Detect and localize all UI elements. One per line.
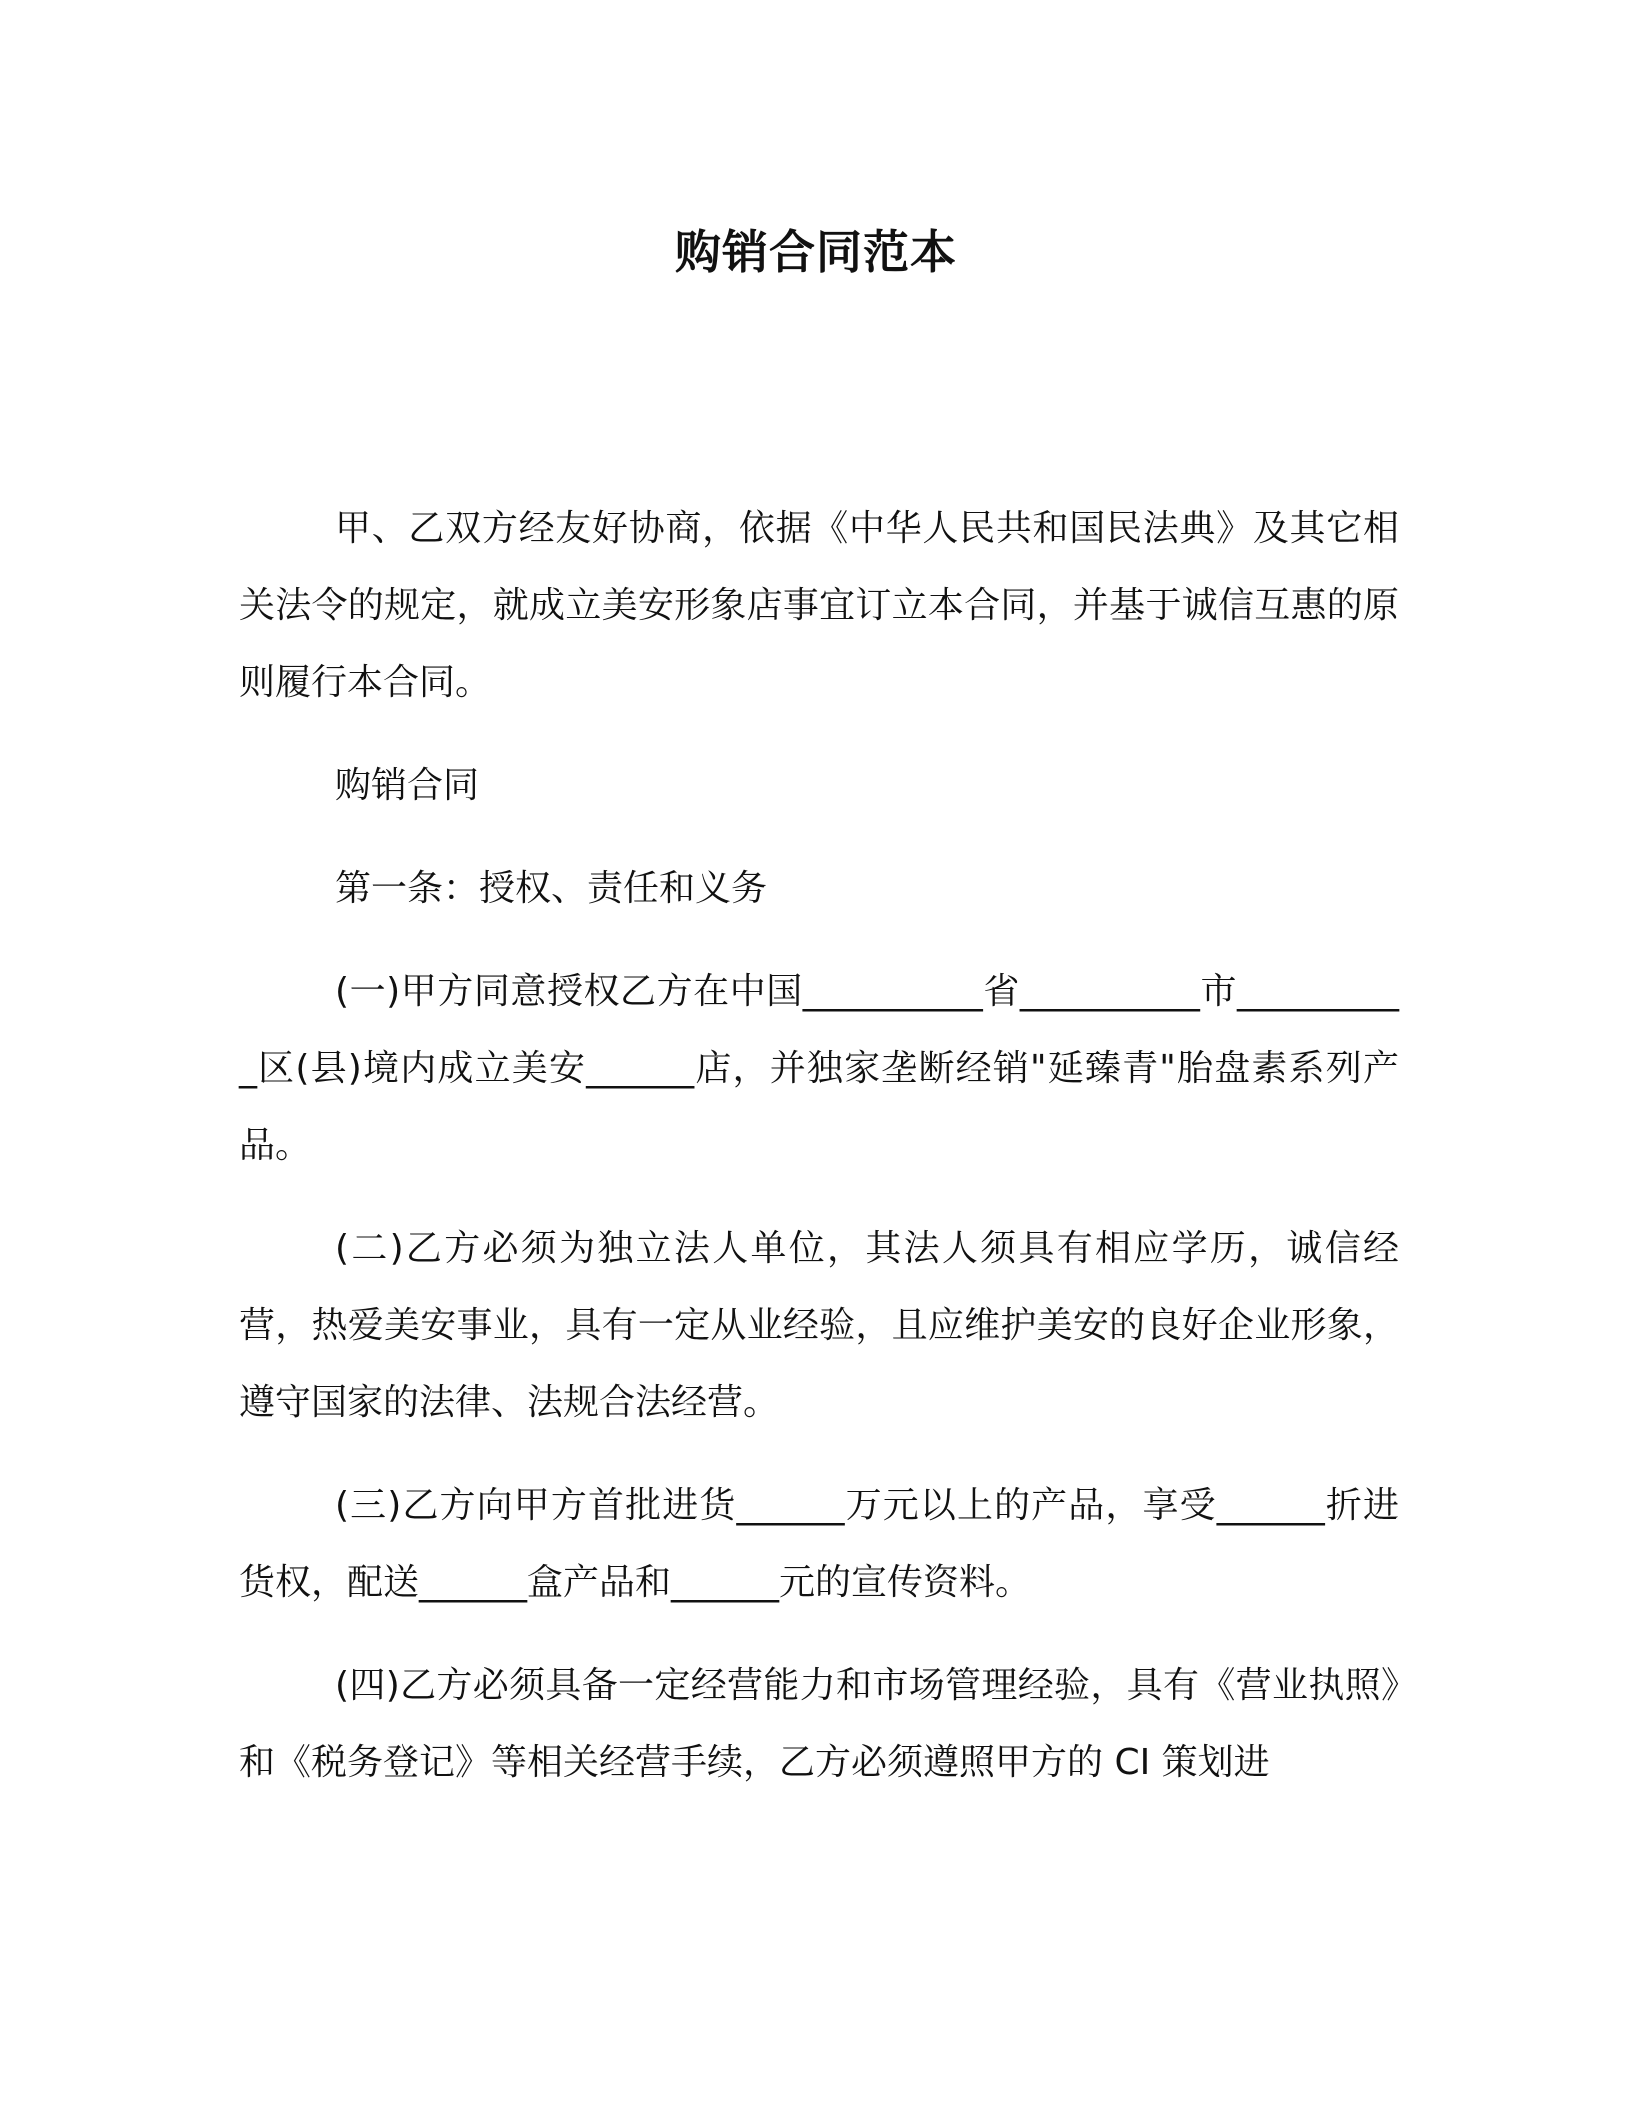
intro-paragraph: 甲、乙双方经友好协商，依据《中华人民共和国民法典》及其它相关法令的规定，就成立美安形象店事宜订立本合同，并基于诚信互惠的原则履行本合同。 bbox=[239, 508, 1399, 703]
document-body bbox=[239, 490, 1399, 1801]
article-heading: 第一条：授权、责任和义务 bbox=[335, 868, 768, 909]
clause-1: (一)甲方同意授权乙方在中国__________省__________市__________区(县)境内成立美安______店，并独家垄断经销"延臻青"胎盘素系列产品。 bbox=[239, 971, 1399, 1166]
section-heading: 购销合同 bbox=[335, 765, 480, 806]
clause-2: (二)乙方必须为独立法人单位，其法人须具有相应学历，诚信经营，热爱美安事业，具有一定从业经验，且应维护美安的良好企业形象，遵守国家的法律、法规合法经营。 bbox=[239, 1228, 1399, 1423]
document-title: 购销合同范本 bbox=[675, 225, 957, 279]
clause-4: (四)乙方必须具备一定经营能力和市场管理经验，具有《营业执照》和《税务登记》等相关经营手续，乙方必须遵照甲方的 CI 策划进 bbox=[239, 1665, 1399, 1783]
clause-3: (三)乙方向甲方首批进货______万元以上的产品，享受______折进货权，配送______盒产品和______元的宣传资料。 bbox=[239, 1485, 1399, 1603]
